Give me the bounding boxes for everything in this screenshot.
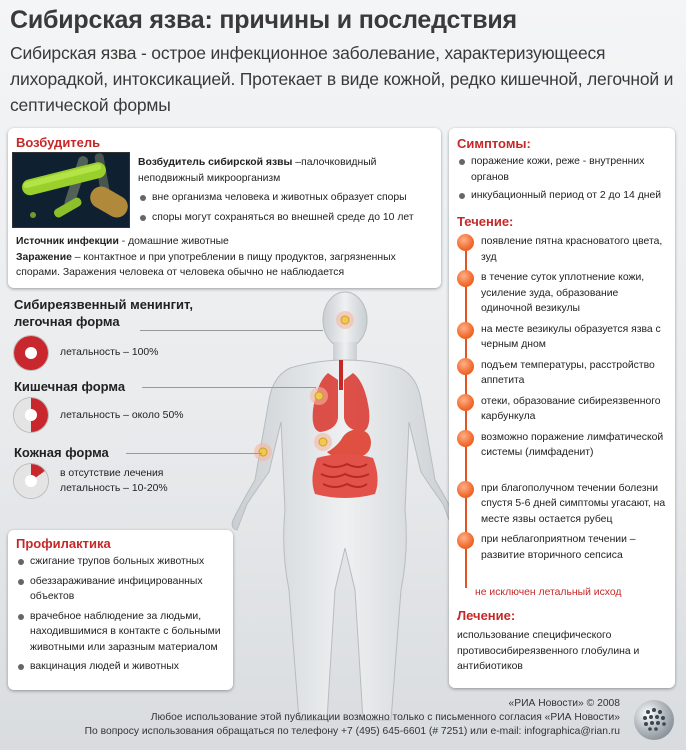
infection-rest: – контактное и при употреблении в пищу продуктов, загрязненных спорами. Заражения человека от человека обычно не наблюдается [16, 251, 396, 278]
footer-credit: «РИА Новости» © 2008 [508, 698, 620, 709]
intestines [312, 454, 377, 498]
course-step: при неблагоприятном течении – развитие вторичного сепсиса [457, 532, 669, 563]
course-step: отеки, образование сибиреязвенного карбункула [457, 394, 669, 425]
leader-line [126, 453, 262, 454]
body-silhouette [232, 292, 458, 720]
course-step: появление пятна красноватого цвета, зуд [457, 234, 669, 265]
lethality-pie-cutaneous [14, 464, 48, 498]
timeline-dot [457, 532, 474, 549]
footer-line1: Любое использование этой публикации возможно только с письменного согласия «РИА Новости» [150, 712, 620, 723]
prophylaxis-item: сжигание трупов больных животных [16, 554, 228, 570]
human-figure [195, 290, 465, 730]
prophylaxis-panel [8, 530, 233, 690]
form-title-meningitis: Сибиреязвенный менингит, легочная форма [14, 297, 194, 329]
marker-head [336, 311, 354, 329]
lethality-pie-intestinal [14, 398, 48, 432]
bacteria-image [12, 152, 130, 228]
footer-line2: По вопросу использования обращаться по телефону +7 (495) 645-6601 (# 7251) или e-mail: infographica@rian.ru [84, 726, 620, 737]
symptom-item: поражение кожи, реже - внутренних органов [457, 154, 669, 185]
treatment-text: использование специфического противосибиреязвенного глобулина и антибиотиков [457, 630, 640, 672]
symptoms-course-panel [449, 128, 675, 688]
prophylaxis-item: врачебное наблюдение за людьми, находившимися в контакте с больными животными или заразным материалом [16, 609, 228, 656]
course-step: возможно поражение лимфатической системы (лимфаденит) [457, 430, 669, 476]
leader-line [142, 387, 316, 388]
timeline-dot [457, 358, 474, 375]
pathogen-bullet: споры могут сохраняться во внешней среде до 10 лет [138, 210, 436, 226]
timeline-dot [457, 430, 474, 447]
marker-lung [310, 387, 328, 405]
course-step: в течение суток уплотнение кожи, усиление зуда, образование одиночной везикулы [457, 270, 669, 317]
symptom-item: инкубационный период от 2 до 14 дней [457, 188, 669, 204]
symptoms-heading: Симптомы: [457, 136, 531, 151]
treatment-heading: Лечение: [457, 608, 516, 623]
lethality-pie-meningitis [14, 336, 48, 370]
pathogen-lead-rest: –палочковидный неподвижный микроорганизм [138, 157, 377, 184]
marker-skin [254, 443, 272, 461]
pathogen-description [138, 155, 436, 225]
page-title: Сибирская язва: причины и последствия [10, 6, 517, 34]
timeline-dot [457, 234, 474, 251]
pathogen-heading: Возбудитель [16, 135, 101, 150]
prophylaxis-item: вакцинация людей и животных [16, 659, 228, 675]
form-title-intestinal: Кишечная форма [14, 379, 126, 394]
timeline-dot [457, 481, 474, 498]
marker-intestine [314, 433, 332, 451]
ria-logo [634, 700, 674, 740]
course-step: на месте везикулы образуется язва с черным дном [457, 322, 669, 353]
source-bold: Источник инфекции [16, 236, 119, 247]
lethality-cutaneous: летальность – 10-20% [60, 483, 168, 494]
lethality-intestinal: летальность – около 50% [60, 410, 184, 421]
symptoms-list [457, 154, 669, 204]
form-title-cutaneous: Кожная форма [14, 445, 109, 460]
prophylaxis-item: обеззараживание инфицированных объектов [16, 574, 228, 605]
page-subtitle: Сибирская язва - острое инфекционное заболевание, характеризующееся лихорадкой, интоксикацией. Протекает в виде кожной, редко кишечной, легочной и септической формы [10, 43, 674, 115]
prophylaxis-list [16, 554, 228, 679]
cutaneous-note-block [60, 466, 168, 496]
course-step: при благополучном течении болезни спустя 5-6 дней симптомы угасают, на месте язвы остается рубец [457, 481, 669, 528]
infection-bold: Заражение [16, 251, 72, 263]
source-rest: - домашние животные [118, 236, 229, 247]
cutaneous-note: в отсутствие лечения [60, 468, 164, 479]
timeline-dot [457, 394, 474, 411]
pathogen-source-block [16, 234, 436, 281]
lethal-outcome-note: не исключен летальный исход [475, 587, 622, 598]
timeline-dot [457, 322, 474, 339]
leader-line [140, 330, 323, 331]
course-heading: Течение: [457, 214, 514, 229]
prophylaxis-heading: Профилактика [16, 536, 111, 551]
pathogen-bullet: вне организма человека и животных образует споры [138, 190, 436, 206]
pathogen-lead-bold: Возбудитель сибирской язвы [138, 157, 293, 168]
lethality-meningitis: летальность – 100% [60, 347, 159, 358]
timeline-dot [457, 270, 474, 287]
course-list [457, 234, 669, 568]
course-step: подъем температуры, расстройство аппетита [457, 358, 669, 389]
